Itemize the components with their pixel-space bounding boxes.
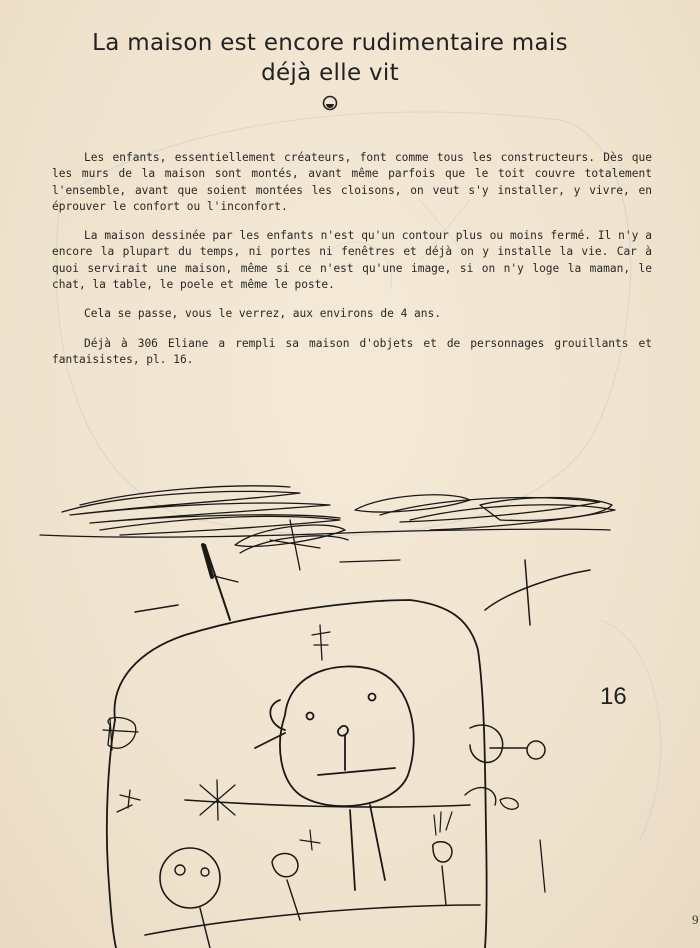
plate-number: 16: [600, 683, 627, 710]
title-line-1: La maison est encore rudimentaire mais: [92, 30, 568, 56]
paragraph-1: Les enfants, essentiellement créateurs, font comme tous les constructeurs. Dès que les murs de la maison sont montés, avant même parfois que le toit couvre totalement l'ensemble, avant que soient montées les cloisons, on veut s'y installer, y vivre, en éprouver le confort ou l'inconfort.: [52, 151, 652, 213]
paragraph-2: La maison dessinée par les enfants n'est qu'un contour plus ou moins fermé. Il n'y a encore la plupart du temps, ni portes ni fenêtres et déjà on y installe la vie. Car à quoi servirait une maison, même si ce n'est qu'une image, si on n'y loge la maman, le chat, la table, le poele et même le poste.: [52, 229, 652, 292]
ornament-icon: [322, 95, 338, 111]
body-text: [52, 150, 652, 381]
large-face: [255, 666, 414, 890]
child-drawing-house: [0, 470, 700, 948]
paragraph-4: Déjà à 306 Eliane a rempli sa maison d'objets et de personnages grouillants et fantaisistes, pl. 16.: [52, 336, 652, 366]
paragraph-3: Cela se passe, vous le verrez, aux environs de 4 ans.: [84, 307, 441, 321]
page-title: [40, 28, 620, 88]
scribble-clouds: [40, 486, 615, 570]
page-number: 9: [692, 912, 699, 927]
title-line-2: déjà elle vit: [261, 60, 399, 86]
